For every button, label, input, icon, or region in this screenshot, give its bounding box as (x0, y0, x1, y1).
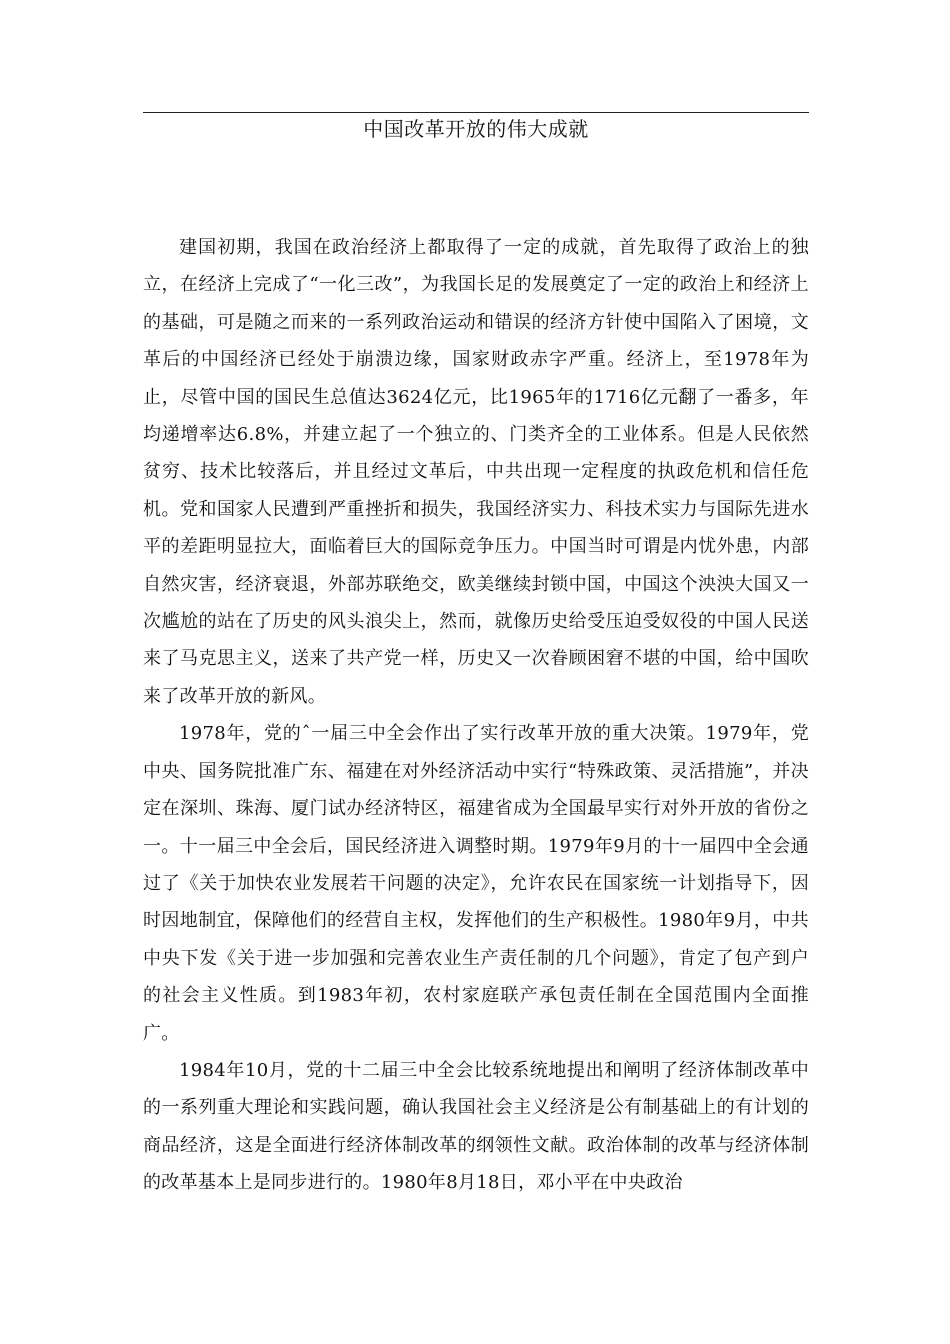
header-rule (143, 112, 809, 113)
paragraph-2: 1978年，党的ˆ一届三中全会作出了实行改革开放的重大决策。1979年，党中央、国务院批准广东、福建在对外经济活动中实行“特殊政策、灵活措施”，并决定在深圳、珠海、厦门试办经济特区，福建省成为全国最早实行对外开放的省份之一。十一届三中全会后，国民经济进入调整时期。1979年9月的十一届四中全会通过了《关于加快农业发展若干问题的决定》，允许农民在国家统一计划指导下，因时因地制宜，保障他们的经营自主权，发挥他们的生产积极性。1980年9月，中共中央下发《关于进一步加强和完善农业生产责任制的几个问题》，肯定了包产到户的社会主义性质。到1983年初，农村家庭联产承包责任制在全国范围内全面推广。 (143, 723, 809, 1044)
document-body (143, 229, 809, 1202)
paragraph-1: 建国初期，我国在政治经济上都取得了一定的成就，首先取得了政治上的独立，在经济上完成了“一化三改”，为我国长足的发展奠定了一定的政治上和经济上的基础，可是随之而来的一系列政治运动和错误的经济方针使中国陷入了困境，文革后的中国经济已经处于崩溃边缘，国家财政赤字严重。经济上，至1978年为止，尽管中国的国民生总值达3624亿元，比1965年的1716亿元翻了一番多，年均递增率达6.8%，并建立起了一个独立的、门类齐全的工业体系。但是人民依然贫穷、技术比较落后，并且经过文革后，中共出现一定程度的执政危机和信任危机。党和国家人民遭到严重挫折和损失，我国经济实力、科技术实力与国际先进水平的差距明显拉大，面临着巨大的国际竞争压力。中国当时可谓是内忧外患，内部自然灾害，经济衰退，外部苏联绝交，欧美继续封锁中国，中国这个泱泱大国又一次尴尬的站在了历史的风头浪尖上，然而，就像历史给受压迫受奴役的中国人民送来了马克思主义，送来了共产党一样，历史又一次眷顾困窘不堪的中国，给中国吹来了改革开放的新风。 (143, 237, 809, 707)
document-title: 中国改革开放的伟大成就 (363, 117, 589, 141)
paragraph-3: 1984年10月，党的十二届三中全会比较系统地提出和阐明了经济体制改革中的一系列重大理论和实践问题，确认我国社会主义经济是公有制基础上的有计划的商品经济，这是全面进行经济体制改革的纲领性文献。政治体制的改革与经济体制的改革基本上是同步进行的。1980年8月18日，邓小平在中央政治 (143, 1059, 809, 1194)
